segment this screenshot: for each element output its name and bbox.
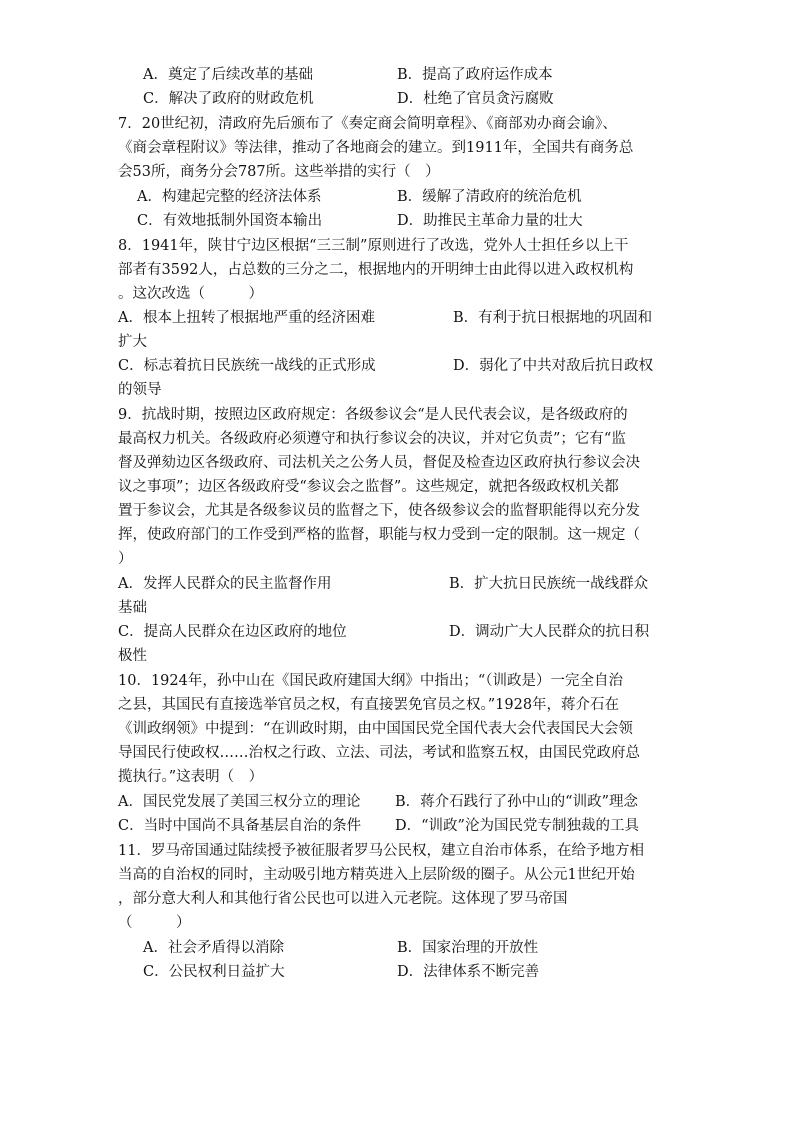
q6-options-row-1 [0, 64, 793, 86]
q7-options-row-2 [0, 210, 793, 232]
q6-option-b[interactable]: B．提高了政府运作成本 [397, 67, 553, 83]
q10-stem-line-5: 揽执行。”这表明（ ） [118, 769, 264, 785]
q10-stem-line-1: 10．1924年，孙中山在《国民政府建国大纲》中指出；“（训政是）一完全自治 [118, 673, 624, 689]
q8-stem-line-2: 部者有3592人，占总数的三分之二，根据地内的开明绅士由此得以进入政权机构 [118, 262, 634, 278]
q11-stem-line-1: 11．罗马帝国通过陆续授予被征服者罗马公民权，建立自治市体系，在给予地方相 [118, 843, 644, 859]
q8-option-c[interactable]: C．标志着抗日民族统一战线的正式形成 [118, 358, 376, 374]
q9-option-d-continuation: 极性 [118, 648, 147, 664]
q10-stem-line-3: 《训政纲领》中提到：“在训政时期，由中国国民党全国代表大会代表国民大会领 [118, 721, 633, 737]
q9-stem-line-6: 挥，使政府部门的工作受到严格的监督，职能与权力受到一定的限制。这一规定（ [118, 527, 640, 543]
q8-option-d[interactable]: D．弱化了中共对敌后抗日政权 [453, 358, 654, 374]
q11-option-c[interactable]: C．公民权利日益扩大 [143, 964, 285, 980]
q7-option-b[interactable]: B．缓解了清政府的统治危机 [397, 189, 582, 205]
q10-stem-line-2: 之县，其国民有直接选举官员之权，有直接罢免官员之权。”1928年，蒋介石在 [118, 697, 620, 713]
q11-options-row-1 [0, 937, 793, 959]
q11-options-row-2 [0, 961, 793, 983]
q10-options-row-2 [0, 815, 793, 837]
q8-option-d-continuation: 的领导 [118, 382, 162, 398]
q7-option-d[interactable]: D．助推民主革命力量的壮大 [397, 213, 583, 229]
q7-stem-line-3: 会53所，商务分会787所。这些举措的实行（ ） [118, 164, 440, 180]
q8-option-a[interactable]: A．根本上扭转了根据地严重的经济困难 [118, 310, 375, 326]
q9-options-row-2 [0, 621, 793, 643]
q9-option-b[interactable]: B．扩大抗日民族统一战线群众 [449, 576, 649, 592]
q9-stem-line-4: 议之事项”；边区各级政府受“参议会之监督”。这些规定，就把各级政权机关都 [118, 479, 619, 495]
q9-option-c[interactable]: C．提高人民群众在边区政府的地位 [118, 624, 347, 640]
q11-option-d[interactable]: D．法律体系不断完善 [397, 964, 540, 980]
q11-stem-line-2: 当高的自治权的同时，主动吸引地方精英进入上层阶级的圈子。从公元1世纪开始 [118, 867, 635, 883]
q8-stem-line-3: 。这次改选（ ） [118, 286, 263, 302]
q6-option-a[interactable]: A．奠定了后续改革的基础 [143, 67, 313, 83]
q7-options-row-1 [0, 186, 793, 208]
q11-stem-line-3: ，部分意大利人和其他行省公民也可以进入元老院。这体现了罗马帝国 [118, 891, 568, 907]
q9-stem-line-2: 最高权力机关。各级政府必须遵守和执行参议会的决议，并对它负责”；它有“监 [118, 431, 626, 447]
q9-option-b-continuation: 基础 [118, 600, 147, 616]
q10-option-b[interactable]: B．蒋介石践行了孙中山的“训政”理念 [395, 794, 638, 810]
q10-options-row-1 [0, 791, 793, 813]
q9-option-a[interactable]: A．发挥人民群众的民主监督作用 [118, 576, 332, 592]
q8-option-b-continuation: 扩大 [118, 334, 147, 350]
q9-stem-line-5: 置于参议会，尤其是各级参议员的监督之下，使各级参议会的监督职能得以充分发 [118, 503, 640, 519]
q6-options-row-2 [0, 88, 793, 110]
q10-stem-line-4: 导国民行使政权……治权之行政、立法、司法，考试和监察五权，由国民党政府总 [118, 745, 640, 761]
q9-stem-line-1: 9．抗战时期，按照边区政府规定：各级参议会“是人民代表会议，是各级政府的 [118, 407, 628, 423]
q11-option-a[interactable]: A．社会矛盾得以消除 [143, 940, 284, 956]
q6-option-d[interactable]: D．杜绝了官员贪污腐败 [397, 91, 554, 107]
q8-stem-line-1: 8．1941年，陕甘宁边区根据“三三制”原则进行了改选，党外人士担任乡以上干 [118, 238, 629, 254]
q7-stem-line-2: 《商会章程附议》等法律，推动了各地商会的建立。到1911年，全国共有商务总 [118, 140, 634, 156]
q9-stem-line-7: ） [118, 551, 133, 567]
q9-option-d[interactable]: D．调动广大人民群众的抗日积 [449, 624, 650, 640]
q11-stem-line-4: （ ） [118, 915, 191, 931]
q6-option-c[interactable]: C．解决了政府的财政危机 [143, 91, 314, 107]
q9-stem-line-3: 督及弹劾边区各级政府、司法机关之公务人员，督促及检查边区政府执行参议会决 [118, 455, 640, 471]
q8-options-row-2 [0, 355, 793, 377]
q10-option-c[interactable]: C．当时中国尚不具备基层自治的条件 [118, 818, 362, 834]
q7-stem-line-1: 7．20世纪初，清政府先后颁布了《奏定商会简明章程》、《商部劝办商会谕》、 [118, 116, 617, 132]
q7-option-a[interactable]: A．构建起完整的经济法体系 [137, 189, 322, 205]
q11-option-b[interactable]: B．国家治理的开放性 [397, 940, 539, 956]
q10-option-a[interactable]: A．国民党发展了美国三权分立的理论 [118, 794, 361, 810]
q8-option-b[interactable]: B．有利于抗日根据地的巩固和 [453, 310, 653, 326]
q7-option-c[interactable]: C．有效地抵制外国资本输出 [137, 213, 323, 229]
q10-option-d[interactable]: D．“训政”沦为国民党专制独裁的工具 [395, 818, 639, 834]
q8-options-row-1 [0, 307, 793, 329]
q9-options-row-1 [0, 573, 793, 595]
